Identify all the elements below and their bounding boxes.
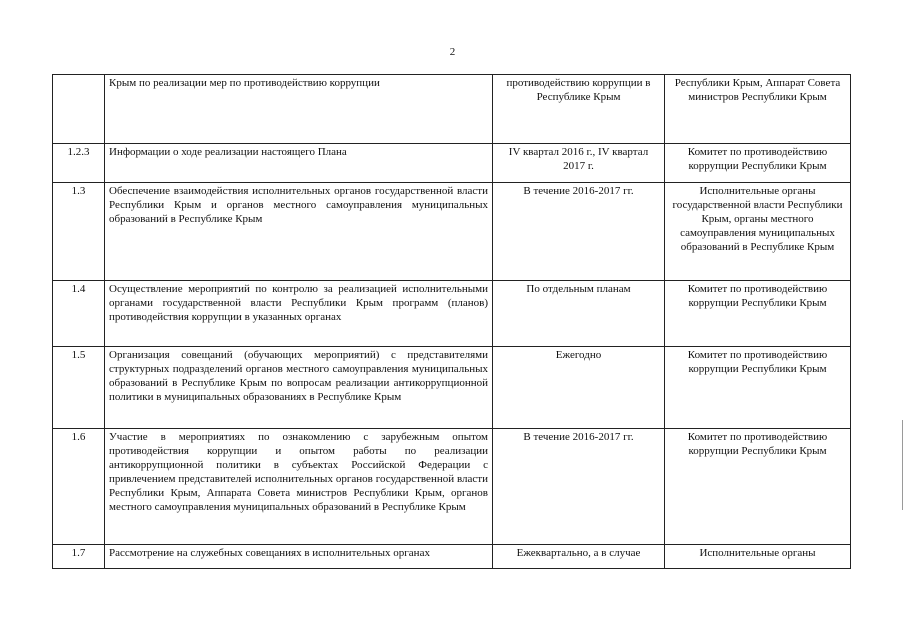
- table-row: [53, 183, 851, 281]
- page-number: 2: [449, 46, 456, 58]
- row-responsible: Исполнительные органы государственной власти Республики Крым, органы местного самоуправления муниципальных образований в Республике Крым: [665, 183, 851, 281]
- row-action: Организация совещаний (обучающих мероприятий) с представителями структурных подразделений органов местного самоуправления муниципальных образований в Республике Крым по вопросам реализации антикоррупционной политики в муниципальных образованиях в Республике Крым: [105, 347, 493, 429]
- plan-table: [52, 74, 851, 569]
- row-term: IV квартал 2016 г., IV квартал 2017 г.: [493, 144, 665, 183]
- table-row: [53, 281, 851, 347]
- row-action: Рассмотрение на служебных совещаниях в исполнительных органах: [105, 545, 493, 569]
- row-number: 1.5: [53, 347, 105, 429]
- row-number: 1.7: [53, 545, 105, 569]
- row-term: По отдельным планам: [493, 281, 665, 347]
- table-row: [53, 429, 851, 545]
- row-number: 1.3: [53, 183, 105, 281]
- row-responsible: Комитет по противодействию коррупции Республики Крым: [665, 347, 851, 429]
- row-action: Крым по реализации мер по противодействию коррупции: [105, 75, 493, 144]
- row-responsible: Республики Крым, Аппарат Совета министров Республики Крым: [665, 75, 851, 144]
- scan-edge-line: [902, 420, 903, 510]
- row-responsible: Комитет по противодействию коррупции Республики Крым: [665, 144, 851, 183]
- table-row: [53, 144, 851, 183]
- table-row: [53, 75, 851, 144]
- row-responsible: Исполнительные органы: [665, 545, 851, 569]
- table-row: [53, 347, 851, 429]
- row-action: Осуществление мероприятий по контролю за реализацией исполнительными органами государственной власти Республики Крым программ (планов) противодействия коррупции в указанных органах: [105, 281, 493, 347]
- row-action: Участие в мероприятиях по ознакомлению с зарубежным опытом противодействия коррупции и опытом работы по реализации антикоррупционной политики в субъектах Российской Федерации с привлечением представителей исполнительных органов государственной власти Республики Крым, Аппарата Совета министров Республики Крым, органов местного самоуправления муниципальных образований в Республике Крым: [105, 429, 493, 545]
- row-number: 1.2.3: [53, 144, 105, 183]
- row-action: Информации о ходе реализации настоящего Плана: [105, 144, 493, 183]
- row-action: Обеспечение взаимодействия исполнительных органов государственной власти Республики Крым и органов местного самоуправления муниципальных образований в Республике Крым: [105, 183, 493, 281]
- row-term: противодействию коррупции в Республике Крым: [493, 75, 665, 144]
- row-term: В течение 2016-2017 гг.: [493, 183, 665, 281]
- row-term: Ежегодно: [493, 347, 665, 429]
- row-number: 1.4: [53, 281, 105, 347]
- table-row: [53, 545, 851, 569]
- row-number: [53, 75, 105, 144]
- row-term: Ежеквартально, а в случае: [493, 545, 665, 569]
- row-responsible: Комитет по противодействию коррупции Республики Крым: [665, 281, 851, 347]
- row-term: В течение 2016-2017 гг.: [493, 429, 665, 545]
- row-responsible: Комитет по противодействию коррупции Республики Крым: [665, 429, 851, 545]
- row-number: 1.6: [53, 429, 105, 545]
